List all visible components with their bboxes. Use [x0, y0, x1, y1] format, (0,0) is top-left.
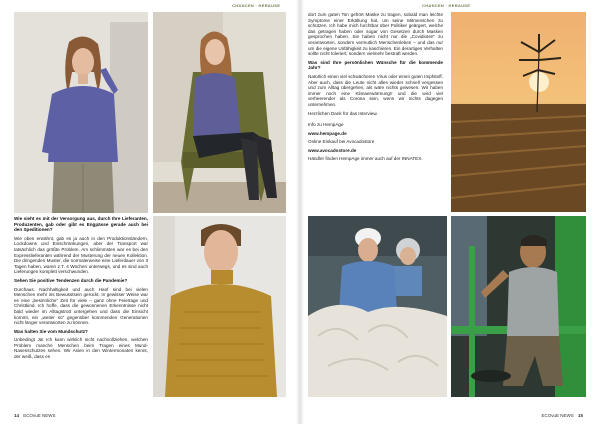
info-innatex-line: Händler finden HempAge immer auch auf der INNATEX. — [308, 156, 423, 162]
answer-wishes: Natürlich einen viel schwächeren Virus oder einen guten Impfstoff. Aber auch, dass die Leute nicht alles wieder schnell vergessen und zum Alltag übergehen, als wäre nichts gewesen. Wir haben immer noch eine Klimaerwärmung!! und die wird viel verheerender als Corona sein, wenn wir nichts dagegen unternehmen. — [308, 73, 443, 107]
info-box — [308, 122, 443, 162]
question-mask: Was halten Sie vom Mundschutz? — [14, 328, 88, 334]
info-hempage-url: www.hempage.de — [308, 130, 347, 136]
photo-hemp-field-sunset — [451, 12, 586, 212]
photo-woman-purple-blouse — [14, 12, 148, 213]
left-magazine-name: ECOvuE NEWS — [23, 413, 56, 418]
answer-mask-continued: dort zum guten Ton gehört Maske zu tragen, sobald man leichte Symptome einer Erkältung hat, um seine Mitmenschen zu schützen. Ich habe mich furchtbar über Politiker geärgert, welche das getragen haben oder sogar von Gesetzen durch Masken gesprochen haben. Sie haben nicht nur die „Covidioten“ zu verantworten, sondern vermutlich Menschenleben – und das nur um die eigene Unfähigkeit zu kaschieren. Ein derartiges Verhalten sollte nicht toleriert, sondern vielmehr bestraft werden. — [308, 12, 443, 57]
photo-factory-workers-fiber — [308, 216, 447, 397]
thanks-line: Herzlichen Dank für das Interview. — [308, 110, 378, 116]
info-avocado-url: www.avocadostore.de — [308, 147, 357, 153]
right-footer — [541, 413, 586, 418]
photo-woman-green-chair — [153, 12, 286, 213]
answer-mask: Unbedingt Ja! Ich kann wirklich nicht nachvollziehen, welchen Problem manche Menschen beim Tragen eines Mund-Nasenschutzes sehen. Wir Asien in den Wintermonaten kennt, der weiß, dass es — [14, 337, 148, 360]
right-magazine-name: ECOvuE NEWS — [541, 413, 574, 418]
left-section-tag: CHANCEN · HERAUSE — [232, 3, 281, 8]
spine-gutter — [296, 0, 304, 424]
info-online-label: Online Einkauf bei Avocadostore — [308, 139, 375, 145]
right-page-number: 15 — [577, 413, 583, 418]
left-interview-column — [14, 216, 148, 398]
right-page — [300, 0, 600, 424]
left-page-number: 14 — [14, 413, 20, 418]
answer-supply: Wie oben erwähnt, gab es ja auch in den Produktionsländern, Lockdowns und Einschränkungen, aber der Transport war tatsächlich das größte Problem. Am schlimmsten war es bei den Expresslieferanten während der Musterung der neuen Kollektion. Die dringenden Muster, die normalerweise eine Lieferdauer von 3 Tagen haben, waren z.T. 4 Wochen unterwegs, und es sind auch Lieferungen komplett verschwunden. — [14, 235, 148, 275]
right-section-tag: CHANCEN · HERAUSE — [422, 3, 471, 8]
left-footer — [14, 413, 56, 418]
answer-positive-trends: Durchaus. Nachhaltigkeit und auch Hanf sind bei vielen Menschen mehr ins Bewusstsein gerückt. In gewisser Weise war es eine „besinnliche“ Zeit für viele – ganz ohne Feiertage und Christkind. Ich hoffe, dass die gewonnenen Erkenntnisse nicht bald wieder im Alltagstrott untergehen und dass die Einsicht kommt, ein „weiter so“ gegenüber kommenden Generationen nicht länger verantworten zu können. — [14, 286, 148, 326]
info-hempage-label: Info zu HempAge — [308, 122, 344, 128]
question-wishes: Was sind Ihre persönlichen Wünsche für die kommende Jahr? — [308, 59, 443, 71]
photo-worker-green-machine — [451, 216, 586, 397]
photo-man-mustard-sweater — [153, 216, 286, 397]
question-positive-trends: Sehen Sie positive Tendenzen durch die Pandemie? — [14, 277, 128, 283]
question-supply: Wie sieht es mit der Versorgung aus, durch Ihre Lieferanten, Produzenten, gab oder gibt es Engpässe gerade auch bei den Speditionen? — [14, 216, 148, 233]
right-interview-column — [308, 12, 443, 214]
